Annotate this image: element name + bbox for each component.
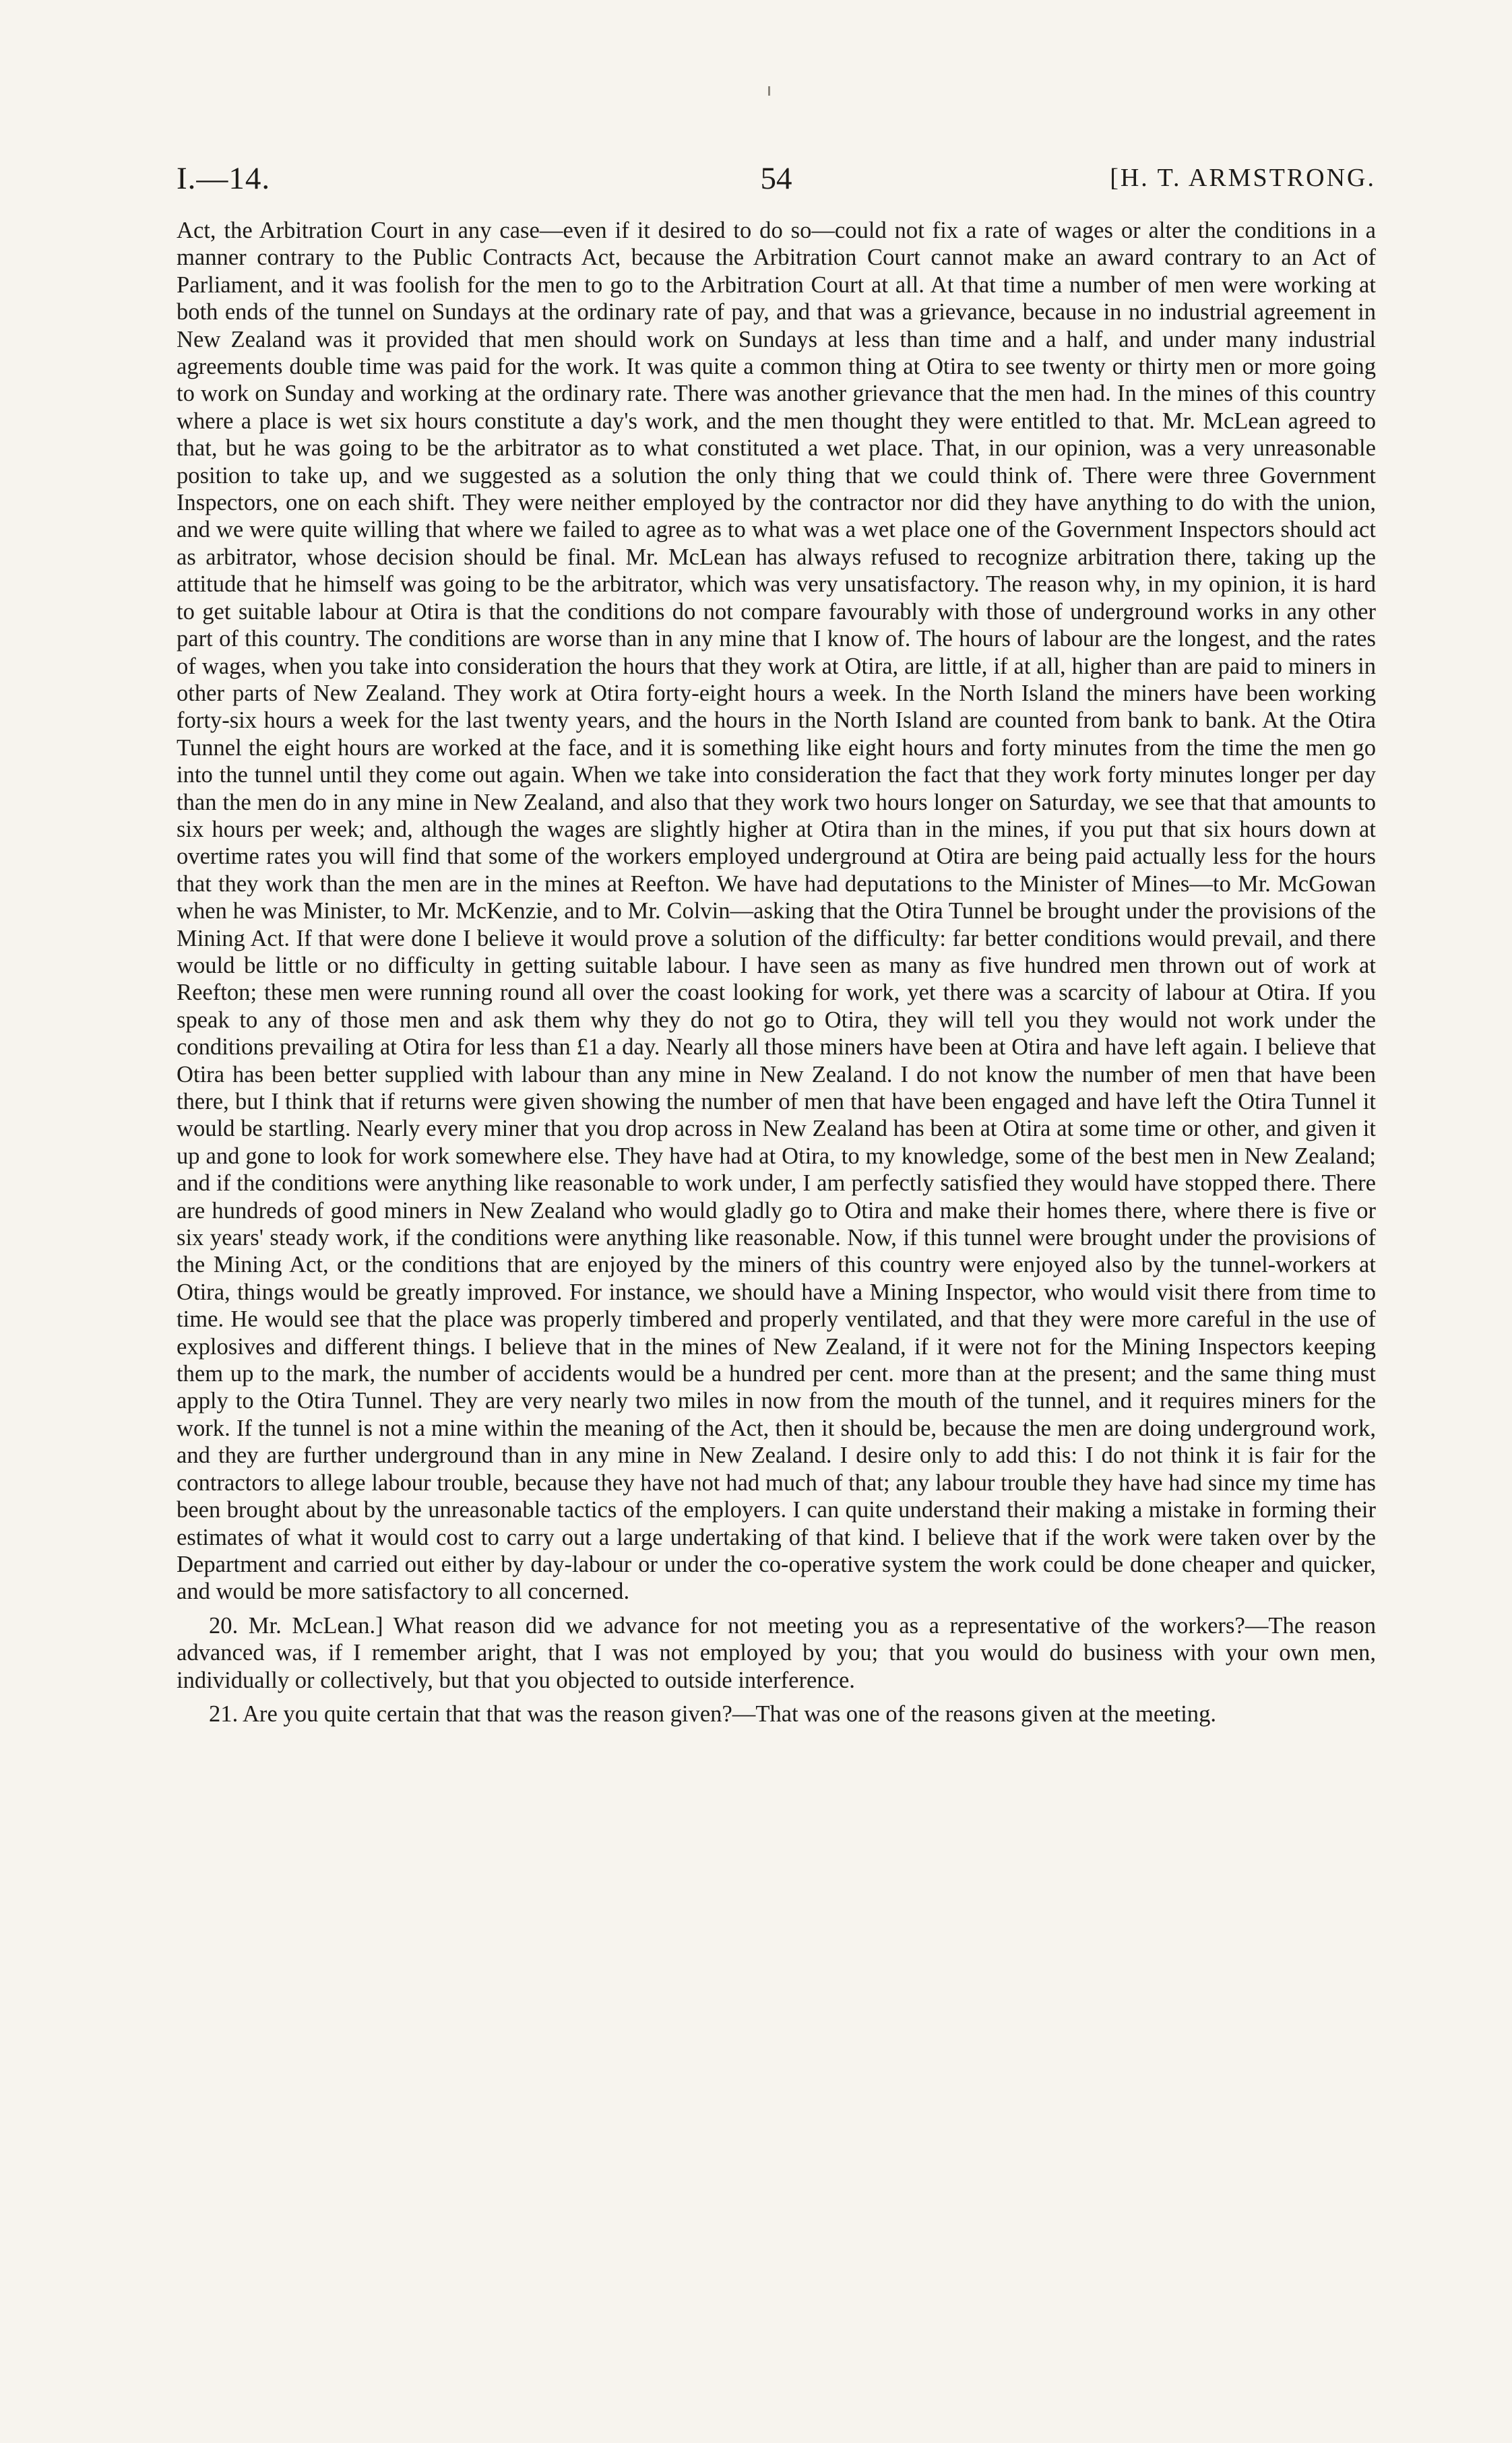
- scan-mark: [768, 86, 770, 96]
- page-number: 54: [760, 161, 792, 196]
- paragraph-continued-testimony: Act, the Arbitration Court in any case—even if it desired to do so—could not fix a rate of wages or alter the conditions in a manner contrary to the Public Contracts Act, because the Arbitration Court cannot make an award contrary to an Act of Parliament, and it was foolish for the men to go to the Arbitration Court at all. At that time a number of men were working at both ends of the tunnel on Sundays at the ordinary rate of pay, and that was a grievance, because in no industrial agreement in New Zealand was it provided that men should work on Sundays at less than time and a half, and under many industrial agreements double time was paid for the work. It was quite a common thing at Otira to see twenty or thirty men or more going to work on Sunday and working at the ordinary rate. There was another grievance that the men had. In the mines of this country where a place is wet six hours constitute a day's work, and the men thought they were entitled to that. Mr. McLean agreed to that, but he was going to be the arbitrator as to what constituted a wet place. That, in our opinion, was a very unreasonable position to take up, and we suggested as a solution the only thing that we could think of. There were three Government Inspectors, one on each shift. They were neither employed by the contractor nor did they have anything to do with the union, and we were quite willing that where we failed to agree as to what was a wet place one of the Government Inspectors should act as arbitrator, whose decision should be final. Mr. McLean has always refused to recognize arbitration there, taking up the attitude that he himself was going to be the arbitrator, which was very unsatisfactory. The reason why, in my opinion, it is hard to get suitable labour at Otira is that the conditions do not compare favourably with those of underground works in any other part of this country. The conditions are worse than in any mine that I know of. The hours of labour are the longest, and the rates of wages, when you take into consideration the hours that they work at Otira, are little, if at all, higher than are paid to miners in other parts of New Zealand. They work at Otira forty-eight hours a week. In the North Island the miners have been working forty-six hours a week for the last twenty years, and the hours in the North Island are counted from bank to bank. At the Otira Tunnel the eight hours are worked at the face, and it is something like eight hours and forty minutes from the time the men go into the tunnel until they come out again. When we take into consideration the fact that they work forty minutes longer per day than the men do in any mine in New Zealand, and also that they work two hours longer on Saturday, we see that that amounts to six hours per week; and, although the wages are slightly higher at Otira than in the mines, if you put that six hours down at overtime rates you will find that some of the workers employed underground at Otira are being paid actually less for the hours that they work than the men are in the mines at Reefton. We have had deputations to the Minister of Mines—to Mr. McGowan when he was Minister, to Mr. McKenzie, and to Mr. Colvin—asking that the Otira Tunnel be brought under the provisions of the Mining Act. If that were done I believe it would prove a solution of the difficulty: far better conditions would prevail, and there would be little or no difficulty in getting suitable labour. I have seen as many as five hundred men thrown out of work at Reefton; these men were running round all over the coast looking for work, yet there was a scarcity of labour at Otira. If you speak to any of those men and ask them why they do not go to Otira, they will tell you they would not work under the conditions prevailing at Otira for less than £1 a day. Nearly all those miners have been at Otira and have left again. I believe that Otira has been better supplied with labour than any mine in New Zealand. I do not know the number of men that have been there, but I think that if returns were given showing the number of men that have been engaged and have left the Otira Tunnel it would be startling. Nearly every miner that you drop across in New Zealand has been at Otira at some time or other, and given it up and gone to look for work somewhere else. They have had at Otira, to my knowledge, some of the best men in New Zealand; and if the conditions were anything like reasonable to work under, I am perfectly satisfied they would have stopped there. There are hundreds of good miners in New Zealand who would gladly go to Otira and make their homes there, where there is five or six years' steady work, if the conditions were anything like reasonable. Now, if this tunnel were brought under the provisions of the Mining Act, or the conditions that are enjoyed by the miners of this country were enjoyed also by the tunnel-workers at Otira, things would be greatly improved. For instance, we should have a Mining Inspector, who would visit there from time to time. He would see that the place was properly timbered and properly ventilated, and that they were more careful in the use of explosives and different things. I believe that in the mines of New Zealand, if it were not for the Mining Inspectors keeping them up to the mark, the number of accidents would be a hundred per cent. more than at the present; and the same thing must apply to the Otira Tunnel. They are very nearly two miles in now from the mouth of the tunnel, and it requires miners for the work. If the tunnel is not a mine within the meaning of the Act, then it should be, because the men are doing underground work, and they are further underground than in any mine in New Zealand. I desire only to add this: I do not think it is fair for the contractors to allege labour trouble, because they have not had much of that; any labour trouble they have had since my time has been brought about by the unreasonable tactics of the employers. I can quite understand their making a mistake in forming their estimates of what it would cost to carry out a large undertaking of that kind. I believe that if the work were taken over by the Department and carried out either by day-labour or under the co-operative system the work could be done cheaper and quicker, and would be more satisfactory to all concerned.: [177, 218, 1376, 1605]
- witness-name: [H. T. ARMSTRONG.: [1110, 164, 1376, 192]
- paragraph-question-20: 20. Mr. McLean.] What reason did we advance for not meeting you as a representative of the workers?—The reason advanced was, if I remember aright, that I was not employed by you; that you would do business with your own men, individually or collectively, but that you objected to outside interference.: [177, 1612, 1376, 1693]
- paragraph-question-21: 21. Are you quite certain that that was the reason given?—That was one of the reasons given at the meeting.: [209, 1701, 1217, 1727]
- evidence-text: [177, 217, 1376, 1727]
- document-reference: I.—14.: [177, 161, 271, 196]
- page-header: [177, 160, 1376, 201]
